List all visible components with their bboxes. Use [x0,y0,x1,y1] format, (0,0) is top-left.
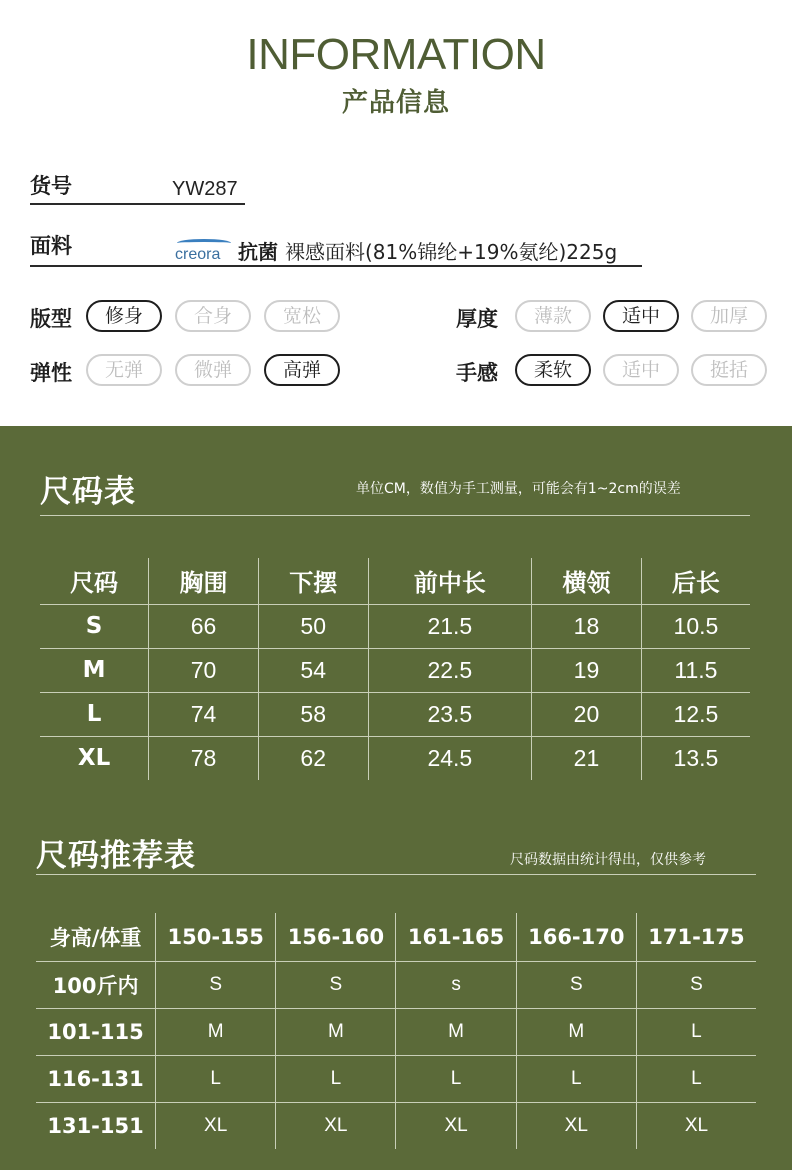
fit-option-regular: 合身 [175,300,251,332]
recommend-table-header: 161-165 [396,913,516,961]
table-cell: s [396,961,516,1008]
table-cell: 62 [258,736,368,780]
fabric-row [30,230,642,270]
table-cell: 66 [149,604,259,648]
fabric-composition: 裸感面料(81%锦纶+19%氨纶)225g [285,240,618,264]
table-cell: 10.5 [641,604,750,648]
thickness-option-medium: 适中 [603,300,679,332]
recommend-table-header: 166-170 [516,913,636,961]
table-cell: S [156,961,276,1008]
recommend-table-header-row [36,913,756,961]
recommend-table-header: 身高/体重 [49,925,142,950]
fabric-antibacterial: 抗菌 [238,240,278,264]
table-cell: 23.5 [368,692,532,736]
table-cell: M [156,1008,276,1055]
table-row [40,692,750,736]
recommend-table-header: 171-175 [636,913,756,961]
handfeel-option-medium: 适中 [603,354,679,386]
product-info-section [0,0,792,426]
recommend-table-header: 150-155 [156,913,276,961]
page-title-cn: 产品信息 [341,88,450,118]
table-row [36,961,756,1008]
fabric-label: 面料 [30,234,72,258]
thickness-label: 厚度 [456,307,498,331]
size-chart-title: 尺码表 [40,474,136,510]
table-row [36,1055,756,1102]
table-cell: L [516,1055,636,1102]
table-cell: 22.5 [368,648,532,692]
table-cell: 74 [149,692,259,736]
weight-cell: 131-151 [47,1113,144,1138]
table-cell: 21 [532,736,642,780]
handfeel-option-soft: 柔软 [515,354,591,386]
table-cell: S [636,961,756,1008]
table-cell: M [396,1008,516,1055]
table-cell: M [516,1008,636,1055]
table-cell: 20 [532,692,642,736]
table-cell: XL [516,1102,636,1149]
table-row [40,648,750,692]
elasticity-label: 弹性 [30,361,72,385]
elasticity-option-slight: 微弹 [175,354,251,386]
handfeel-label: 手感 [456,361,498,385]
thickness-option-thin: 薄款 [515,300,591,332]
table-row [36,1008,756,1055]
creora-logo [175,239,233,263]
table-cell: 11.5 [641,648,750,692]
recommend-chart-title: 尺码推荐表 [36,838,196,874]
sku-underline [30,203,245,205]
size-chart-divider [40,515,750,516]
table-cell: L [396,1055,516,1102]
size-cell: M [82,657,106,683]
size-table-header-row [40,558,750,604]
size-cell: XL [77,745,111,772]
fabric-underline [30,265,642,267]
table-row [40,736,750,780]
size-table-header: 尺码 [70,569,119,598]
table-cell: 13.5 [641,736,750,780]
table-cell: 70 [149,648,259,692]
table-row [36,1102,756,1149]
size-cell: L [86,701,102,727]
table-cell: L [276,1055,396,1102]
size-table-header: 胸围 [149,558,259,604]
table-cell: L [636,1008,756,1055]
table-cell: 18 [532,604,642,648]
table-cell: XL [636,1102,756,1149]
table-cell: 78 [149,736,259,780]
table-cell: XL [156,1102,276,1149]
size-chart-note: 单位CM，数值为手工测量，可能会有1~2cm的误差 [356,481,681,497]
size-cell: S [85,613,103,639]
table-cell: 24.5 [368,736,532,780]
recommend-chart-note: 尺码数据由统计得出，仅供参考 [510,852,706,868]
table-cell: L [156,1055,276,1102]
weight-cell: 116-131 [47,1066,144,1091]
elasticity-option-high: 高弹 [264,354,340,386]
size-table-header: 下摆 [258,558,368,604]
fit-label: 版型 [30,307,72,331]
elasticity-option-none: 无弹 [86,354,162,386]
recommend-chart-divider [36,874,756,875]
size-table-header: 前中长 [368,558,532,604]
table-cell: M [276,1008,396,1055]
table-cell: L [636,1055,756,1102]
weight-cell: 101-115 [47,1019,144,1044]
sku-row [30,170,245,208]
table-cell: XL [276,1102,396,1149]
table-cell: S [276,961,396,1008]
sku-value: YW287 [172,178,238,200]
table-cell: 21.5 [368,604,532,648]
table-cell: XL [396,1102,516,1149]
size-table [40,558,750,780]
fit-option-loose: 宽松 [264,300,340,332]
size-section [0,426,792,1170]
fit-option-slim: 修身 [86,300,162,332]
table-cell: 19 [532,648,642,692]
handfeel-option-stiff: 挺括 [691,354,767,386]
table-cell: 50 [258,604,368,648]
recommend-table-header: 156-160 [276,913,396,961]
table-cell: 54 [258,648,368,692]
size-table-header: 后长 [641,558,750,604]
table-row [40,604,750,648]
sku-label: 货号 [30,174,72,198]
table-cell: 12.5 [641,692,750,736]
size-table-header: 横领 [532,558,642,604]
recommend-table [36,913,756,1149]
thickness-option-thick: 加厚 [691,300,767,332]
table-cell: 58 [258,692,368,736]
table-cell: S [516,961,636,1008]
page-title-en: INFORMATION [246,30,546,79]
creora-logo-text: creora [175,246,221,263]
weight-cell: 100斤内 [52,973,139,998]
